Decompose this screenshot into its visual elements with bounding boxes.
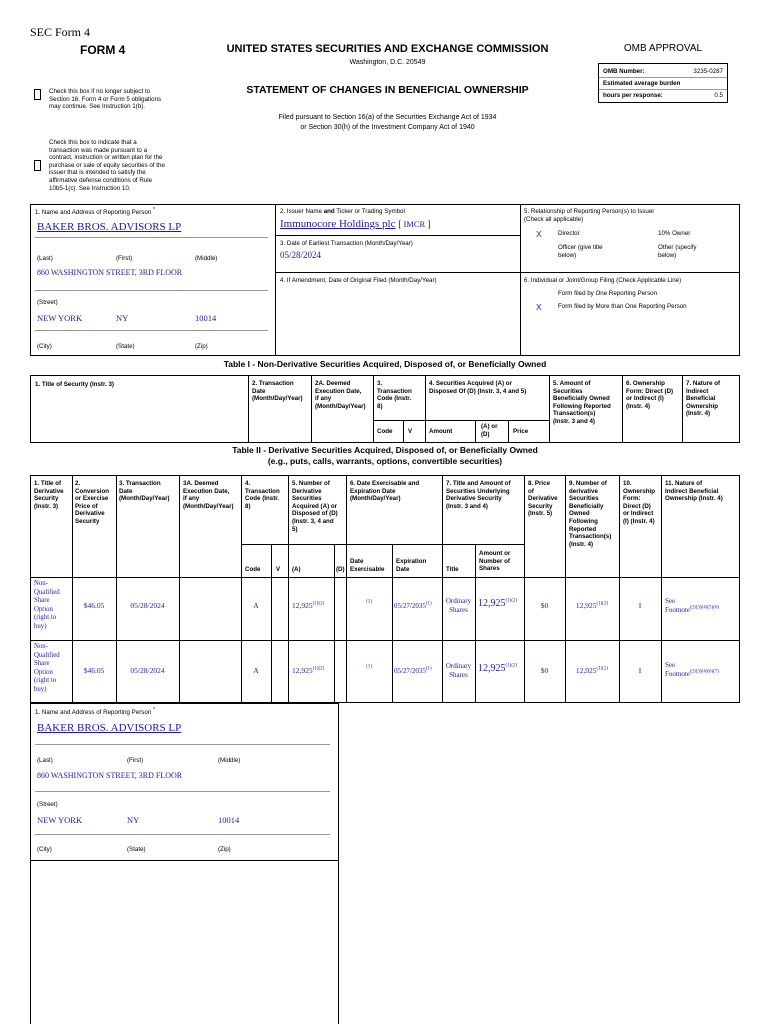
h: Security	[75, 517, 100, 525]
h: Beneficial	[686, 395, 716, 403]
row-owned	[565, 667, 619, 676]
fn: (1)(2)	[312, 601, 325, 607]
row-expiration	[394, 602, 432, 611]
h: Transaction(s)	[553, 410, 596, 418]
h: (Instr. 3 and 4)	[446, 502, 488, 510]
h: Amount or	[479, 550, 511, 557]
filing-more-mark[interactable]: X	[536, 302, 542, 312]
director-label: Director	[558, 230, 580, 237]
t2-h5	[292, 480, 338, 533]
filing-label: 6. Individual or Joint/Group Filing (Check Applicable Line)	[524, 277, 682, 284]
v: 12,925	[575, 601, 597, 610]
h: Date	[119, 487, 133, 495]
issuer-name-row: Immunocore Holdings plc [ IMCR ]	[280, 218, 431, 230]
earliest-transaction-label: 3. Date of Earliest Transaction (Month/Day/Year)	[280, 240, 413, 247]
other-line: below)	[658, 251, 677, 259]
t: buy)	[34, 685, 47, 693]
t: Shares	[449, 605, 468, 614]
relationship-sub-line: (Check all applicable)	[524, 215, 584, 223]
fn: (1)	[425, 601, 432, 607]
state-label: (State)	[116, 343, 135, 350]
t1-h3	[377, 380, 412, 410]
row-number	[292, 602, 324, 611]
h: (D)	[481, 430, 490, 438]
table2-title-block	[30, 445, 740, 467]
t1-h2	[252, 380, 303, 403]
row-owned	[565, 602, 619, 611]
h: Disposed Of (D) (Instr. 3, 4 and 5)	[429, 387, 527, 395]
v: 12,925	[478, 598, 506, 609]
row-exercisable	[346, 600, 392, 609]
cb1-line: may continue. See Instruction 1(b).	[49, 103, 145, 111]
fn: (1)(2)	[505, 663, 518, 669]
t: See	[665, 661, 676, 669]
row-code: A	[253, 666, 259, 675]
row-form: I	[638, 601, 642, 610]
reporting-person-label	[35, 206, 155, 217]
fn: (1)(2)	[312, 666, 325, 672]
row-amount	[478, 665, 517, 674]
t2-a: (A)	[292, 566, 301, 573]
h: Code (Instr.	[377, 395, 412, 403]
reporting-person-2-label	[35, 706, 155, 717]
t1-h1: 1. Title of Security (Instr. 3)	[35, 381, 114, 388]
v: 12,925	[478, 663, 506, 674]
t2-h4	[245, 480, 280, 510]
h: 2.	[75, 480, 81, 487]
h: Securities	[553, 387, 583, 395]
t1-price: Price	[513, 428, 529, 435]
h: Following Reported	[553, 402, 611, 410]
zip-value: 10014	[195, 313, 217, 323]
row-nature	[665, 597, 719, 615]
h: Derivative Security	[446, 495, 502, 503]
t2-h3a	[183, 480, 234, 510]
h: 5)	[292, 525, 298, 533]
t: See	[665, 597, 676, 605]
t: (right to	[34, 677, 57, 684]
h: 1. Title of	[34, 480, 62, 487]
t: Non-	[34, 643, 48, 650]
t: buy)	[34, 622, 47, 630]
middle-label-2: (Middle)	[218, 757, 241, 764]
last-label: (Last)	[37, 255, 53, 262]
cb2-line: Check this box to indicate that a	[49, 139, 137, 146]
ten-percent-owner-label: 10% Owner	[658, 230, 691, 237]
h: Disposed of (D)	[292, 510, 338, 518]
h: Expiration	[396, 558, 427, 565]
t2-h1	[34, 480, 64, 510]
h: (Instr. 3 and 4)	[553, 417, 595, 425]
h: 2A. Deemed	[315, 380, 351, 387]
v: 12,925	[292, 601, 313, 610]
h: Date	[252, 387, 266, 395]
h: 4.	[245, 480, 251, 487]
cb2-line: transaction was made pursuant to a	[49, 146, 148, 154]
v: 12,925	[292, 666, 313, 675]
filed-pursuant-line-1: Filed pursuant to Section 16(a) of the Securities Exchange Act of 1934	[278, 114, 497, 121]
h: Date	[350, 558, 364, 565]
h: if any	[315, 395, 332, 403]
h: Number of	[479, 557, 510, 565]
omb-hours-value: 0.5	[714, 92, 723, 99]
fn: (2)(3)(4)(6)(7)	[689, 669, 720, 675]
other-label	[658, 244, 697, 259]
t: Share	[34, 660, 50, 667]
h: 2. Transaction	[252, 380, 294, 387]
no-longer-subject-checkbox[interactable]	[34, 89, 41, 100]
h: Form: Direct (D)	[626, 387, 674, 395]
t: Footnote	[665, 669, 690, 678]
row-conversion: $46.05	[83, 601, 105, 610]
h: Securities Underlying	[446, 487, 510, 495]
fn: (2)(3)(4)(5)(6)	[689, 605, 720, 611]
h: Direct (D)	[623, 502, 651, 510]
h: (Instr. 4)	[626, 402, 651, 410]
first-label: (First)	[116, 255, 133, 262]
first-label-2: (First)	[127, 757, 144, 764]
t2-d: (D)	[336, 566, 345, 573]
reporting-person-name[interactable]: BAKER BROS. ADVISORS LP	[37, 221, 182, 233]
omb-hours-label: hours per response:	[603, 92, 663, 99]
t2-v: V	[276, 566, 281, 573]
fn: (1)	[425, 666, 432, 672]
state-label-2: (State)	[127, 846, 146, 853]
reporting-person-2-box	[30, 703, 339, 1024]
issuer-label-pre: 2. Issuer Name	[280, 208, 324, 215]
t2-exp	[396, 558, 426, 573]
h: (Instr. 3)	[34, 502, 59, 510]
h: Owned	[569, 510, 590, 518]
fn: (1)(2)	[596, 666, 609, 672]
row-price: $0	[540, 666, 549, 675]
h: (Month/Day/Year)	[350, 495, 401, 503]
relationship-label-line: 5. Relationship of Reporting Person(s) to Issuer	[524, 208, 655, 215]
t: Share	[34, 597, 50, 604]
h: Securities	[569, 495, 599, 503]
t: Qualified	[34, 588, 60, 596]
row-date: 05/28/2024	[130, 666, 165, 675]
omb-burden-label: Estimated average burden	[603, 80, 681, 87]
t1-h7	[686, 380, 720, 418]
row-sec-title	[442, 662, 475, 680]
issuer-label-post: Ticker or Trading Symbol	[334, 208, 405, 215]
h: 5. Number of	[292, 480, 330, 487]
h: Code (Instr.	[245, 495, 280, 503]
h: Indirect Beneficial	[665, 487, 719, 495]
cb1-line: Check this box if no longer subject to	[49, 88, 151, 95]
t1-code: Code	[377, 428, 393, 435]
h: (Instr. 4)	[686, 410, 711, 418]
h: 10.	[623, 480, 632, 487]
reporting-person-2-name[interactable]: BAKER BROS. ADVISORS LP	[37, 722, 182, 734]
h: 4. Securities Acquired (A) or	[429, 380, 512, 387]
rule-10b5-1-checkbox[interactable]	[34, 160, 41, 171]
t2-h8	[528, 480, 558, 518]
h: Security	[528, 502, 553, 510]
table2-subtitle: (e.g., puts, calls, warrants, options, convertible securities)	[267, 456, 503, 466]
street-value-2: 860 WASHINGTON STREET, 3RD FLOOR	[37, 771, 183, 780]
h: Price of	[75, 502, 98, 510]
city-label: (City)	[37, 343, 52, 350]
omb-number-label: OMB Number:	[603, 68, 645, 75]
h: if any	[183, 495, 200, 503]
relationship-label	[524, 208, 654, 223]
h: 3.	[377, 380, 383, 387]
filed-pursuant-line-2: or Section 30(h) of the Investment Company Act of 1940	[300, 124, 475, 131]
h: Following	[569, 517, 598, 525]
cb1-line: Section 16. Form 4 or Form 5 obligations	[49, 95, 162, 103]
t: Option	[34, 668, 53, 676]
filing-one-label: Form filed by One Reporting Person	[558, 290, 658, 297]
officer-line: below)	[558, 251, 577, 259]
zip-value-2: 10014	[218, 815, 240, 825]
h: Ownership	[623, 487, 655, 495]
row-title	[34, 643, 60, 694]
h: Shares	[479, 565, 500, 573]
director-mark[interactable]: X	[536, 229, 542, 239]
fn: (1)	[366, 664, 372, 670]
state-value-2: NY	[127, 815, 140, 825]
t1-h6	[626, 380, 673, 410]
h: (Month/Day/Year)	[119, 495, 170, 503]
cb2-line: issuer that is intended to satisfy the	[49, 169, 146, 177]
table2-title: Table II - Derivative Securities Acquired, Disposed of, or Beneficially Owned	[232, 445, 538, 455]
h: (Month/Day/Year)	[252, 395, 303, 403]
h: 6. Ownership	[626, 380, 665, 387]
h: Transaction	[377, 387, 412, 395]
t2-code: Code	[245, 566, 261, 573]
t1-amount: Amount	[429, 428, 453, 435]
h: Acquired (A) or	[292, 502, 338, 510]
issuer-name[interactable]: Immunocore Holdings plc	[280, 218, 396, 230]
asterisk: *	[153, 206, 155, 213]
commission-title: UNITED STATES SECURITIES AND EXCHANGE COMMISSION	[226, 43, 549, 55]
row-conversion: $46.05	[83, 666, 105, 675]
row-form: I	[638, 666, 642, 675]
v: 05/27/2035	[394, 667, 426, 675]
h: (A) or	[481, 423, 498, 430]
issuer-label	[280, 208, 405, 216]
cb2-line: contract, instruction or written plan for the	[49, 154, 163, 162]
label-text: 1. Name and Address of Reporting Person	[35, 209, 152, 216]
h: Beneficially	[569, 502, 604, 510]
officer-label	[558, 244, 603, 259]
statement-title: STATEMENT OF CHANGES IN BENEFICIAL OWNERSHIP	[246, 84, 529, 96]
t: Footnote	[665, 605, 690, 614]
h: 3A. Deemed	[183, 480, 219, 487]
cb2-line: 10b5-1(c). See Instruction 10.	[49, 184, 131, 192]
filing-more-label: Form filed by More than One Reporting Person	[558, 303, 687, 310]
row-exercisable	[346, 665, 392, 674]
h: Expiration Date	[350, 487, 396, 495]
h: Derivative	[34, 487, 64, 495]
t: (right to	[34, 614, 57, 621]
h: Securities	[292, 495, 322, 503]
h: 7. Nature of	[686, 380, 721, 387]
row-amount	[478, 600, 517, 609]
h: Derivative	[292, 487, 322, 495]
h: Execution Date,	[315, 387, 362, 395]
h: 11. Nature of	[665, 480, 703, 487]
h: 8)	[245, 502, 251, 510]
h: derivative	[569, 487, 598, 495]
row-expiration	[394, 667, 432, 676]
commission-city: Washington, D.C. 20549	[349, 59, 426, 66]
form-title: FORM 4	[80, 43, 126, 57]
t2-h6	[350, 480, 419, 503]
middle-label: (Middle)	[195, 255, 218, 262]
row-number	[292, 667, 324, 676]
t2-h7	[446, 480, 511, 510]
h: (Instr. 3, 4 and	[292, 517, 334, 525]
t: Option	[34, 605, 53, 613]
street-label-2: (Street)	[37, 801, 58, 808]
no-longer-subject-text	[49, 88, 161, 111]
t2-amt-col	[479, 550, 510, 573]
t: Non-	[34, 580, 48, 587]
h: or Indirect	[623, 510, 654, 518]
v: 12,925	[575, 666, 597, 675]
row-code: A	[253, 601, 259, 610]
t1-h2a	[315, 380, 366, 410]
row-nature	[665, 661, 719, 679]
t2-h3	[119, 480, 170, 503]
t2-h9	[569, 480, 611, 548]
h: Ownership (Instr. 4)	[665, 495, 723, 503]
zip-label-2: (Zip)	[218, 846, 231, 853]
filed-pursuant	[170, 113, 605, 133]
table1-title: Table I - Non-Derivative Securities Acquired, Disposed of, or Beneficially Owned	[223, 359, 547, 369]
h: 5. Amount of	[553, 380, 591, 387]
city-value-2: NEW YORK	[37, 815, 83, 825]
t2-date-ex	[350, 558, 384, 573]
t: Ordinary	[445, 662, 472, 670]
t2-h11	[665, 480, 723, 503]
street-label: (Street)	[37, 299, 58, 306]
state-value: NY	[116, 313, 129, 323]
city-label-2: (City)	[37, 846, 52, 853]
officer-line: Officer (give title	[558, 244, 603, 251]
h: Conversion	[75, 487, 110, 495]
row-date: 05/28/2024	[130, 601, 165, 610]
row-title	[34, 580, 60, 631]
t1-v: V	[408, 428, 413, 435]
rule-10b5-1-text	[49, 139, 165, 192]
h: or Indirect (I)	[626, 395, 664, 403]
t1-h5	[553, 380, 611, 426]
h: 9. Number of	[569, 480, 607, 487]
row-price: $0	[540, 601, 549, 610]
issuer-ticker: IMCR	[403, 219, 426, 229]
city-value: NEW YORK	[37, 313, 83, 323]
last-label-2: (Last)	[37, 757, 53, 764]
t: Qualified	[34, 651, 60, 659]
h: Reported	[569, 525, 597, 533]
amendment-label: 4. If Amendment, Date of Original Filed (Month/Day/Year)	[280, 277, 437, 284]
h: Form:	[623, 495, 641, 503]
h: Beneficially Owned	[553, 395, 610, 403]
h: Derivative	[528, 495, 558, 503]
h: (I) (Instr. 4)	[623, 517, 655, 525]
h: Exercisable	[350, 565, 385, 573]
fn: (1)(2)	[596, 601, 609, 607]
h: 3. Transaction	[119, 480, 161, 487]
label-text: 1. Name and Address of Reporting Person	[35, 709, 152, 716]
sec-form-label: SEC Form 4	[30, 25, 91, 39]
other-line: Other (specify	[658, 244, 697, 251]
h: 8. Price	[528, 480, 551, 487]
earliest-transaction-date: 05/28/2024	[280, 250, 322, 260]
h: Derivative	[75, 510, 105, 518]
h: 6. Date Exercisable and	[350, 480, 420, 487]
t1-aord	[481, 423, 498, 438]
t: Shares	[449, 670, 468, 679]
cb2-line: purchase or sale of equity securities of the	[49, 161, 165, 169]
issuer-label-and: and	[323, 208, 335, 215]
street-value: 860 WASHINGTON STREET, 3RD FLOOR	[37, 268, 183, 277]
fn: (1)	[366, 599, 372, 605]
h: Transaction	[245, 487, 280, 495]
h: (Month/Day/Year)	[183, 502, 234, 510]
t2-h10	[623, 480, 655, 526]
h: Execution Date,	[183, 487, 230, 495]
h: Ownership	[686, 402, 718, 410]
row-sec-title	[442, 597, 475, 615]
omb-approval-title: OMB APPROVAL	[623, 43, 703, 54]
h: of	[528, 487, 534, 495]
h: (Month/Day/Year)	[315, 402, 366, 410]
omb-box	[598, 63, 728, 103]
h: 8)	[377, 402, 383, 410]
fn: (1)(2)	[505, 598, 518, 604]
h: 7. Title and Amount of	[446, 480, 511, 487]
t2-h2	[75, 480, 109, 526]
cb2-line: affirmative defense conditions of Rule	[49, 176, 153, 184]
v: 05/27/2035	[394, 602, 426, 610]
zip-label: (Zip)	[195, 343, 208, 350]
h: (Instr. 5)	[528, 510, 553, 518]
t2-title-col: Title	[446, 566, 459, 573]
h: Indirect	[686, 387, 709, 395]
t1-h4	[429, 380, 526, 395]
h: Transaction(s)	[569, 533, 612, 541]
h: or Exercise	[75, 495, 109, 503]
t: Ordinary	[445, 597, 472, 605]
omb-number-value: 3235-0287	[693, 68, 723, 75]
h: (Instr. 4)	[569, 540, 594, 548]
h: Security	[34, 495, 59, 503]
h: Date	[396, 565, 410, 573]
asterisk: *	[153, 706, 155, 713]
